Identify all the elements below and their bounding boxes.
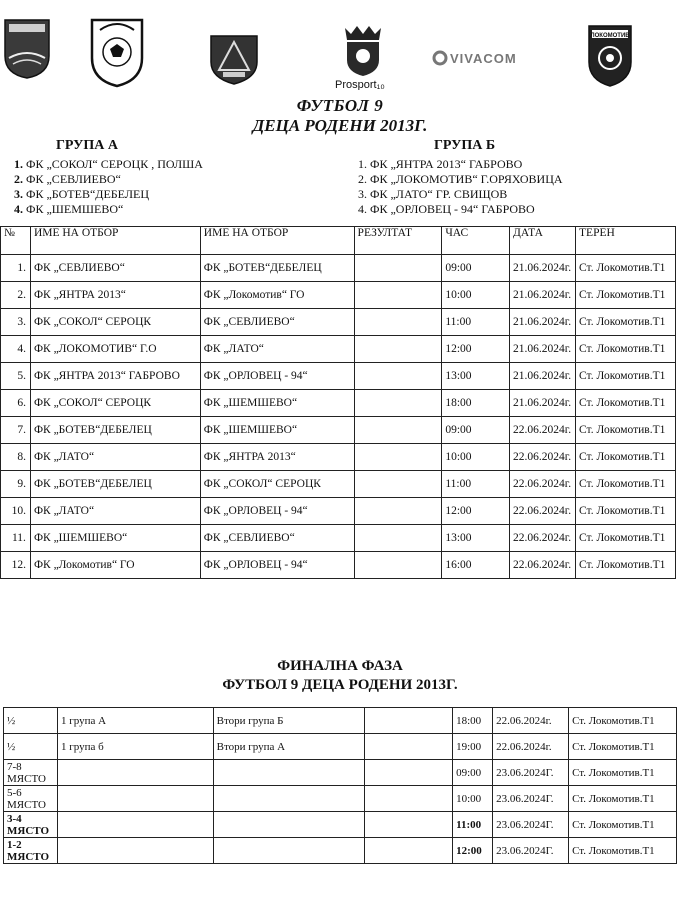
final-team1-cell — [57, 786, 213, 812]
result-cell — [354, 282, 442, 309]
svg-text:VIVACOM: VIVACOM — [450, 51, 517, 66]
vivacom-icon — [432, 48, 536, 68]
final-time-cell: 19:00 — [453, 734, 493, 760]
team-home-cell: ФК „ЯНТРА 2013“ ГАБРОВО — [30, 363, 200, 390]
date-cell: 22.06.2024г. — [510, 471, 576, 498]
date-cell: 21.06.2024г. — [510, 255, 576, 282]
list-item — [14, 187, 203, 202]
match-number-cell: 5. — [1, 363, 31, 390]
time-cell: 18:00 — [442, 390, 510, 417]
team-name: ФК „ОРЛОВЕЦ - 94“ ГАБРОВО — [370, 202, 535, 216]
item-number: 1. — [358, 157, 367, 171]
result-cell — [354, 498, 442, 525]
team-name: ФК „СЕВЛИЕВО“ — [26, 172, 121, 186]
table-row — [4, 760, 677, 786]
table-row — [1, 309, 676, 336]
final-time-cell: 12:00 — [453, 838, 493, 864]
team-away-cell: ФК „ЯНТРА 2013“ — [200, 444, 354, 471]
time-cell: 11:00 — [442, 471, 510, 498]
item-number: 4. — [358, 202, 367, 216]
final-team1-cell — [57, 812, 213, 838]
team-away-cell: ФК „ОРЛОВЕЦ - 94“ — [200, 363, 354, 390]
item-number: 3. — [358, 187, 367, 201]
team-home-cell: ФК „ЛОКОМОТИВ“ Г.О — [30, 336, 200, 363]
bulgarian-football-union-icon — [88, 16, 146, 88]
item-number: 4. — [14, 202, 23, 216]
venue-cell: Ст. Локомотив.Т1 — [576, 255, 676, 282]
venue-cell: Ст. Локомотив.Т1 — [576, 525, 676, 552]
result-cell — [354, 336, 442, 363]
list-item — [358, 187, 563, 202]
team-name: ФК „СОКОЛ“ СЕРОЦК , ПОЛША — [26, 157, 203, 171]
table-row — [1, 363, 676, 390]
column-header: ИМЕ НА ОТБОР — [30, 227, 200, 255]
final-result-cell — [365, 838, 453, 864]
team-home-cell: ФК „ЛАТО“ — [30, 498, 200, 525]
venue-cell: Ст. Локомотив.Т1 — [576, 498, 676, 525]
column-header: РЕЗУЛТАТ — [354, 227, 442, 255]
time-cell: 13:00 — [442, 525, 510, 552]
final-result-cell — [365, 708, 453, 734]
venue-cell: Ст. Локомотив.Т1 — [576, 471, 676, 498]
team-away-cell: ФК „ШЕМШЕВО“ — [200, 417, 354, 444]
final-result-cell — [365, 812, 453, 838]
team-name: ФК „ШЕМШЕВО“ — [26, 202, 124, 216]
final-team1-cell: 1 група А — [57, 708, 213, 734]
finals-table — [3, 707, 677, 864]
team-home-cell: ФК „ЛАТО“ — [30, 444, 200, 471]
date-cell: 22.06.2024г. — [510, 498, 576, 525]
final-team2-cell — [213, 760, 365, 786]
match-number-cell: 1. — [1, 255, 31, 282]
final-team1-cell — [57, 838, 213, 864]
final-team2-cell — [213, 812, 365, 838]
match-number-cell: 6. — [1, 390, 31, 417]
time-cell: 13:00 — [442, 363, 510, 390]
list-item — [14, 202, 203, 217]
table-row — [4, 708, 677, 734]
result-cell — [354, 255, 442, 282]
result-cell — [354, 309, 442, 336]
table-row — [4, 838, 677, 864]
match-number-cell: 7. — [1, 417, 31, 444]
team-name: ФК „ЯНТРА 2013“ ГАБРОВО — [370, 157, 523, 171]
team-away-cell: ФК „ОРЛОВЕЦ - 94“ — [200, 552, 354, 579]
list-item — [358, 202, 563, 217]
date-cell: 22.06.2024г. — [510, 417, 576, 444]
result-cell — [354, 417, 442, 444]
final-date-cell: 23.06.2024Г. — [493, 786, 569, 812]
final-stage-cell: ½ — [4, 708, 58, 734]
match-number-cell: 9. — [1, 471, 31, 498]
list-item — [358, 172, 563, 187]
date-cell: 22.06.2024г. — [510, 444, 576, 471]
date-cell: 21.06.2024г. — [510, 363, 576, 390]
team-away-cell: ФК „Локомотив“ ГО — [200, 282, 354, 309]
team-away-cell: ФК „СЕВЛИЕВО“ — [200, 525, 354, 552]
match-number-cell: 10. — [1, 498, 31, 525]
final-time-cell: 18:00 — [453, 708, 493, 734]
team-away-cell: ФК „ЛАТО“ — [200, 336, 354, 363]
final-date-cell: 23.06.2024Г. — [493, 760, 569, 786]
time-cell: 11:00 — [442, 309, 510, 336]
team-name: ФК „ЛАТО“ ГР. СВИЩОВ — [370, 187, 508, 201]
final-date-cell: 23.06.2024Г. — [493, 812, 569, 838]
table-row — [4, 812, 677, 838]
time-cell: 12:00 — [442, 336, 510, 363]
time-cell: 09:00 — [442, 255, 510, 282]
lokomotiv-crest-icon — [586, 22, 634, 88]
list-item — [14, 157, 203, 172]
item-number: 1. — [14, 157, 23, 171]
venue-cell: Ст. Локомотив.Т1 — [576, 363, 676, 390]
team-away-cell: ФК „БОТЕВ“ДЕБЕЛЕЦ — [200, 255, 354, 282]
final-date-cell: 22.06.2024г. — [493, 734, 569, 760]
group-a-title: ГРУПА А — [56, 138, 118, 153]
final-title-line-1: ФИНАЛНА ФАЗА — [277, 658, 403, 674]
table-row — [1, 282, 676, 309]
result-cell — [354, 525, 442, 552]
final-result-cell — [365, 760, 453, 786]
column-header: ИМЕ НА ОТБОР — [200, 227, 354, 255]
final-stage-cell: 5-6 МЯСТО — [4, 786, 58, 812]
team-away-cell: ФК „ШЕМШЕВО“ — [200, 390, 354, 417]
table-row — [1, 525, 676, 552]
venue-cell: Ст. Локомотив.Т1 — [576, 336, 676, 363]
time-cell: 12:00 — [442, 498, 510, 525]
final-time-cell: 10:00 — [453, 786, 493, 812]
date-cell: 22.06.2024г. — [510, 552, 576, 579]
final-date-cell: 23.06.2024Г. — [493, 838, 569, 864]
date-cell: 21.06.2024г. — [510, 309, 576, 336]
team-home-cell: ФК „БОТЕВ“ДЕБЕЛЕЦ — [30, 417, 200, 444]
team-home-cell: ФК „ЯНТРА 2013“ — [30, 282, 200, 309]
final-team2-cell: Втори група А — [213, 734, 365, 760]
table-row — [1, 444, 676, 471]
team-name: ФК „ЛОКОМОТИВ“ Г.ОРЯХОВИЦА — [370, 172, 563, 186]
venue-cell: Ст. Локомотив.Т1 — [576, 390, 676, 417]
table-row — [1, 552, 676, 579]
group-b-list — [358, 157, 563, 217]
table-row — [1, 390, 676, 417]
match-number-cell: 12. — [1, 552, 31, 579]
final-title-line-2: ФУТБОЛ 9 ДЕЦА РОДЕНИ 2013Г. — [222, 677, 458, 693]
final-stage-cell: 7-8 МЯСТО — [4, 760, 58, 786]
table-row — [1, 417, 676, 444]
table-row — [1, 255, 676, 282]
table-row — [1, 336, 676, 363]
dryanovo-crest-icon — [3, 18, 51, 80]
team-home-cell: ФК „СЕВЛИЕВО“ — [30, 255, 200, 282]
final-stage-cell: 3-4 МЯСТО — [4, 812, 58, 838]
team-home-cell: ФК „Локомотив“ ГО — [30, 552, 200, 579]
table-row — [4, 734, 677, 760]
time-cell: 09:00 — [442, 417, 510, 444]
match-number-cell: 3. — [1, 309, 31, 336]
column-header: ТЕРЕН — [576, 227, 676, 255]
result-cell — [354, 444, 442, 471]
list-item — [358, 157, 563, 172]
item-number: 2. — [14, 172, 23, 186]
match-number-cell: 11. — [1, 525, 31, 552]
team-home-cell: ФК „СОКОЛ“ СЕРОЦК — [30, 309, 200, 336]
final-team2-cell — [213, 786, 365, 812]
final-result-cell — [365, 786, 453, 812]
final-venue-cell: Ст. Локомотив.Т1 — [569, 760, 677, 786]
svg-text:Prosport₁₀: Prosport₁₀ — [335, 79, 385, 90]
team-home-cell: ФК „СОКОЛ“ СЕРОЦК — [30, 390, 200, 417]
column-header: ЧАС — [442, 227, 510, 255]
result-cell — [354, 471, 442, 498]
column-header: ДАТА — [510, 227, 576, 255]
table-row — [1, 471, 676, 498]
title-line-1: ФУТБОЛ 9 — [296, 96, 384, 115]
final-venue-cell: Ст. Локомотив.Т1 — [569, 838, 677, 864]
date-cell: 22.06.2024г. — [510, 525, 576, 552]
final-date-cell: 22.06.2024г. — [493, 708, 569, 734]
venue-cell: Ст. Локомотив.Т1 — [576, 552, 676, 579]
table-header-row — [1, 227, 676, 255]
team-name: ФК „БОТЕВ“ДЕБЕЛЕЦ — [26, 187, 149, 201]
venue-cell: Ст. Локомотив.Т1 — [576, 444, 676, 471]
final-venue-cell: Ст. Локомотив.Т1 — [569, 708, 677, 734]
group-b-title: ГРУПА Б — [434, 138, 496, 153]
time-cell: 16:00 — [442, 552, 510, 579]
time-cell: 10:00 — [442, 282, 510, 309]
final-time-cell: 11:00 — [453, 812, 493, 838]
final-time-cell: 09:00 — [453, 760, 493, 786]
team-away-cell: ФК „СЕВЛИЕВО“ — [200, 309, 354, 336]
final-venue-cell: Ст. Локомотив.Т1 — [569, 812, 677, 838]
item-number: 3. — [14, 187, 23, 201]
list-item — [14, 172, 203, 187]
venue-cell: Ст. Локомотив.Т1 — [576, 309, 676, 336]
final-stage-cell: ½ — [4, 734, 58, 760]
sponsor-logos-bar — [0, 8, 680, 96]
prosport-icon — [333, 20, 393, 90]
result-cell — [354, 390, 442, 417]
final-team1-cell — [57, 760, 213, 786]
table-row — [4, 786, 677, 812]
schedule-table — [0, 226, 676, 579]
final-team2-cell: Втори група Б — [213, 708, 365, 734]
result-cell — [354, 363, 442, 390]
column-header: № — [1, 227, 31, 255]
final-team2-cell — [213, 838, 365, 864]
item-number: 2. — [358, 172, 367, 186]
match-number-cell: 2. — [1, 282, 31, 309]
final-stage-cell: 1-2 МЯСТО — [4, 838, 58, 864]
time-cell: 10:00 — [442, 444, 510, 471]
date-cell: 21.06.2024г. — [510, 390, 576, 417]
group-a-list — [14, 157, 203, 217]
team-home-cell: ФК „ШЕМШЕВО“ — [30, 525, 200, 552]
team-away-cell: ФК „СОКОЛ“ СЕРОЦК — [200, 471, 354, 498]
table-row — [1, 498, 676, 525]
venue-cell: Ст. Локомотив.Т1 — [576, 282, 676, 309]
match-number-cell: 4. — [1, 336, 31, 363]
final-venue-cell: Ст. Локомотив.Т1 — [569, 786, 677, 812]
svg-text:ЛОКОМОТИВ: ЛОКОМОТИВ — [590, 33, 630, 39]
title-line-2: ДЕЦА РОДЕНИ 2013Г. — [252, 116, 428, 135]
match-number-cell: 8. — [1, 444, 31, 471]
result-cell — [354, 552, 442, 579]
team-home-cell: ФК „БОТЕВ“ДЕБЕЛЕЦ — [30, 471, 200, 498]
date-cell: 21.06.2024г. — [510, 336, 576, 363]
team-away-cell: ФК „ОРЛОВЕЦ - 94“ — [200, 498, 354, 525]
final-team1-cell: 1 група б — [57, 734, 213, 760]
final-venue-cell: Ст. Локомотив.Т1 — [569, 734, 677, 760]
date-cell: 21.06.2024г. — [510, 282, 576, 309]
venue-cell: Ст. Локомотив.Т1 — [576, 417, 676, 444]
final-result-cell — [365, 734, 453, 760]
triangle-emblem-icon — [205, 28, 263, 86]
